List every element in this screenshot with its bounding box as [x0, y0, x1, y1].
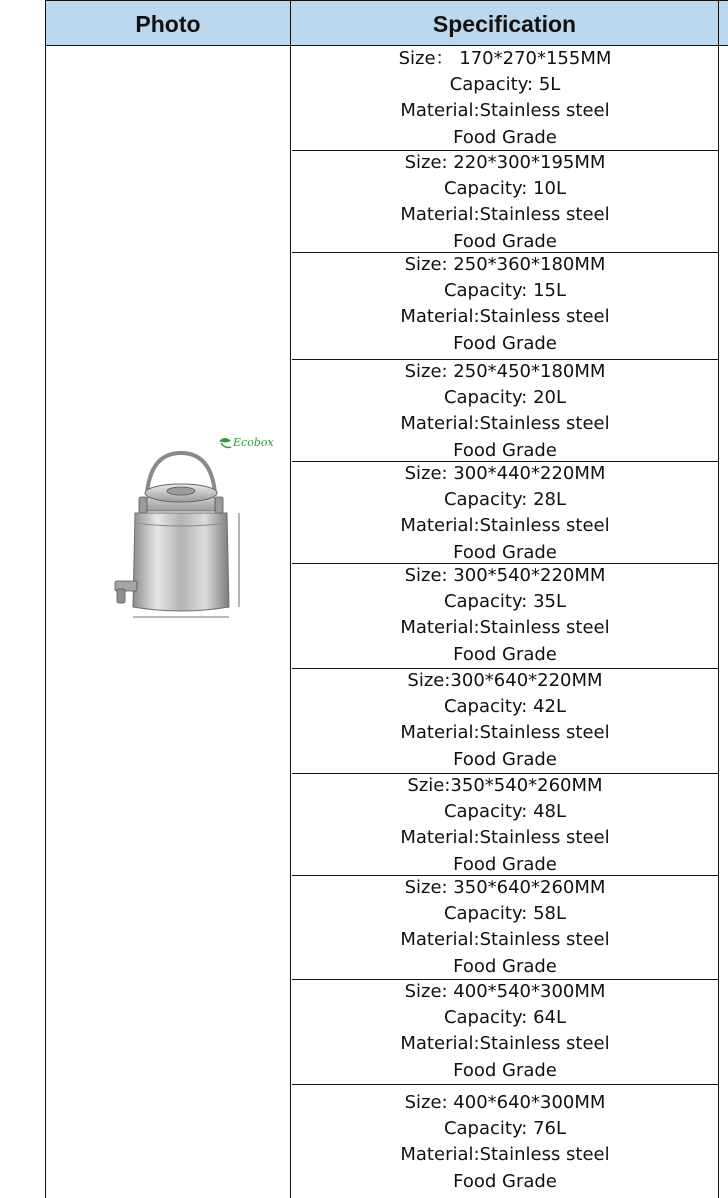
ecobox-logo-text: Ecobox: [233, 436, 274, 449]
spec-size: Size: 300*440*220MM: [404, 463, 606, 484]
spec-grade: Food Grade: [453, 332, 557, 354]
spec-material: Material:Stainless steel: [400, 413, 610, 435]
spec-capacity: Capacity: 10L: [443, 178, 567, 200]
spec-capacity: Capacity: 42L: [443, 696, 567, 718]
spec-row-76l: [292, 1084, 718, 1198]
spec-size: Size： 170*270*155MM: [398, 48, 612, 69]
table-header: [46, 0, 728, 46]
spec-capacity: Capacity: 76L: [443, 1118, 567, 1140]
spec-material: Material:Stainless steel: [400, 100, 610, 122]
spec-material: Material:Stainless steel: [400, 1144, 610, 1166]
spec-row-42l: [292, 668, 718, 774]
spec-row-5l: [292, 46, 718, 151]
milk-can-icon: [111, 431, 281, 621]
spec-material: Material:Stainless steel: [400, 1033, 610, 1055]
spec-size: Size: 300*540*220MM: [404, 565, 606, 586]
spec-grade: Food Grade: [453, 1170, 557, 1192]
spec-size: Size: 220*300*195MM: [404, 152, 606, 173]
spec-size: Szie:350*540*260MM: [407, 775, 603, 796]
spec-row-58l: [292, 875, 718, 980]
spec-grade: Food Grade: [453, 126, 557, 148]
spec-grade: Food Grade: [453, 643, 557, 665]
spec-row-48l: [292, 773, 718, 876]
spec-material: Material:Stainless steel: [400, 306, 610, 328]
spec-material: Material:Stainless steel: [400, 515, 610, 537]
spec-grade: Food Grade: [453, 1059, 557, 1081]
spec-material: Material:Stainless steel: [400, 929, 610, 951]
spec-row-10l: [292, 150, 718, 253]
spec-material: Material:Stainless steel: [400, 617, 610, 639]
spec-grade: Food Grade: [453, 230, 557, 252]
header-specification: Specification: [432, 11, 577, 37]
spec-capacity: Capacity: 48L: [443, 801, 567, 823]
spec-row-28l: [292, 461, 718, 564]
column-divider: [290, 0, 291, 1198]
spec-size: Size: 250*450*180MM: [404, 361, 606, 382]
spec-grade: Food Grade: [453, 541, 557, 563]
right-border: [718, 0, 719, 1198]
spec-grade: Food Grade: [453, 853, 557, 875]
spec-row-35l: [292, 563, 718, 669]
spec-material: Material:Stainless steel: [400, 722, 610, 744]
spec-capacity: Capacity: 20L: [443, 387, 567, 409]
spec-material: Material:Stainless steel: [400, 827, 610, 849]
spec-grade: Food Grade: [453, 439, 557, 461]
spec-size: Size: 250*360*180MM: [404, 254, 606, 275]
spec-size: Size: 400*540*300MM: [404, 981, 606, 1002]
spec-size: Size: 350*640*260MM: [404, 877, 606, 898]
spec-capacity: Capacity: 28L: [443, 489, 567, 511]
photo-cell: [47, 46, 290, 1198]
left-border: [45, 0, 46, 1198]
spec-size: Size: 400*640*300MM: [404, 1092, 606, 1113]
spec-row-20l: [292, 359, 718, 462]
spec-grade: Food Grade: [453, 748, 557, 770]
spec-capacity: Capacity: 58L: [443, 903, 567, 925]
spec-row-64l: [292, 979, 718, 1085]
header-photo: Photo: [135, 11, 201, 37]
spec-capacity: Capacity: 64L: [443, 1007, 567, 1029]
ecobox-logo: [219, 438, 231, 448]
spec-material: Material:Stainless steel: [400, 204, 610, 226]
product-image: [111, 431, 281, 621]
spec-capacity: Capacity: 5L: [449, 74, 561, 96]
spec-size: Size:300*640*220MM: [407, 670, 603, 691]
spec-capacity: Capacity: 35L: [443, 591, 567, 613]
spec-capacity: Capacity: 15L: [443, 280, 567, 302]
spec-row-15l: [292, 252, 718, 360]
spec-grade: Food Grade: [453, 955, 557, 977]
